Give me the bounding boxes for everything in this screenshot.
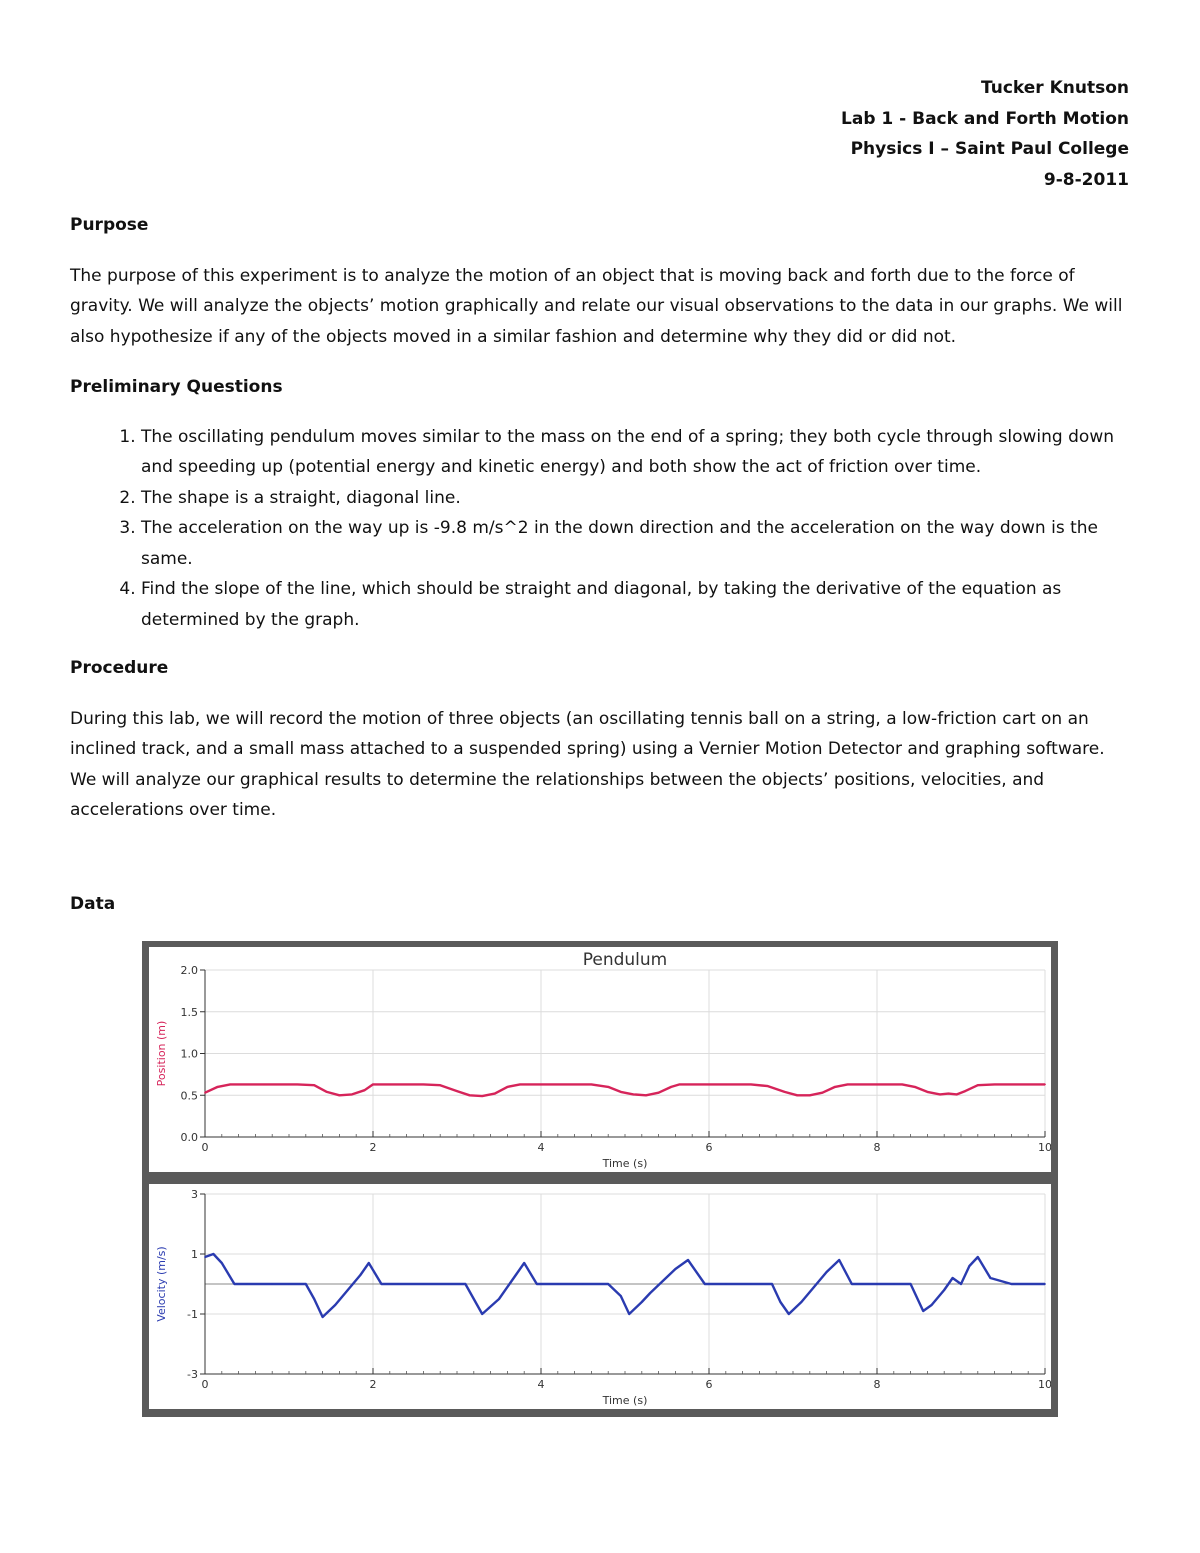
data-point xyxy=(788,1313,790,1315)
data-point xyxy=(204,1092,206,1094)
data-point xyxy=(204,1256,206,1258)
preliminary-heading: Preliminary Questions xyxy=(70,377,283,397)
y-tick-label: -3 xyxy=(187,1368,198,1381)
data-point xyxy=(847,1083,849,1085)
data-point xyxy=(246,1283,248,1285)
data-point xyxy=(675,1268,677,1270)
procedure-text: During this lab, we will record the motion of three objects (an oscillating tennis ball on a string, a low-friction cart on an inclined track, and a small mass attached to a suspended spring) using a Vernier Motion Detector and graphing software. We will analyze our graphical results to determine the relationships between the objects’ positions, velocities, and accelerations over time. xyxy=(70,708,1105,820)
x-tick-label: 10 xyxy=(1038,1141,1051,1154)
x-axis-label: Time (s) xyxy=(602,1157,648,1170)
data-point xyxy=(305,1283,307,1285)
data-point xyxy=(696,1083,698,1085)
data-point xyxy=(498,1298,500,1300)
x-axis-label: Time (s) xyxy=(602,1394,648,1407)
data-point xyxy=(914,1086,916,1088)
data-point xyxy=(456,1090,458,1092)
data-point xyxy=(313,1084,315,1086)
data-point xyxy=(397,1283,399,1285)
data-point xyxy=(910,1283,912,1285)
x-tick-label: 6 xyxy=(705,1141,713,1154)
data-point xyxy=(679,1083,681,1085)
data-point xyxy=(658,1092,660,1094)
data-point xyxy=(263,1083,265,1085)
y-tick-label: 0.0 xyxy=(180,1131,198,1144)
data-point xyxy=(809,1094,811,1096)
data-point xyxy=(633,1094,635,1096)
data-point xyxy=(876,1083,878,1085)
data-point xyxy=(494,1093,496,1095)
data-heading: Data xyxy=(70,894,116,914)
data-point xyxy=(771,1283,773,1285)
data-point xyxy=(964,1090,966,1092)
x-tick-label: 8 xyxy=(873,1378,881,1391)
data-point xyxy=(784,1091,786,1093)
data-point xyxy=(813,1286,815,1288)
data-point xyxy=(931,1304,933,1306)
data-point xyxy=(662,1280,664,1282)
data-point xyxy=(368,1262,370,1264)
data-point xyxy=(582,1283,584,1285)
x-tick-label: 0 xyxy=(201,1378,209,1391)
data-point xyxy=(339,1094,341,1096)
data-point xyxy=(943,1289,945,1291)
y-tick-label: 3 xyxy=(191,1188,198,1201)
data-point xyxy=(977,1084,979,1086)
data-point xyxy=(271,1283,273,1285)
data-point xyxy=(334,1304,336,1306)
data-point xyxy=(469,1094,471,1096)
data-point xyxy=(851,1283,853,1285)
data-point xyxy=(313,1298,315,1300)
data-point xyxy=(570,1083,572,1085)
data-point xyxy=(549,1083,551,1085)
data-point xyxy=(381,1283,383,1285)
data-point xyxy=(822,1092,824,1094)
data-point xyxy=(620,1295,622,1297)
list-item: 2. The shape is a straight, diagonal line. xyxy=(141,483,1132,514)
data-point xyxy=(750,1083,752,1085)
data-point xyxy=(725,1283,727,1285)
data-point xyxy=(591,1083,593,1085)
data-point xyxy=(423,1083,425,1085)
x-tick-label: 10 xyxy=(1038,1378,1051,1391)
data-point xyxy=(288,1283,290,1285)
velocity-chart xyxy=(149,1184,1051,1409)
data-point xyxy=(826,1271,828,1273)
y-axis-label: Velocity (m/s) xyxy=(155,1246,168,1322)
data-point xyxy=(221,1262,223,1264)
data-point xyxy=(439,1084,441,1086)
data-point xyxy=(515,1274,517,1276)
list-item: 3. The acceleration on the way up is -9.8 m/s^2 in the down direction and the acceleration on the way down is the same. xyxy=(141,513,1132,574)
data-point xyxy=(326,1091,328,1093)
x-tick-label: 4 xyxy=(537,1141,545,1154)
graph-window xyxy=(142,941,1058,1417)
data-point xyxy=(922,1310,924,1312)
data-point xyxy=(1011,1283,1013,1285)
data-point xyxy=(519,1083,521,1085)
data-point xyxy=(1027,1083,1029,1085)
data-point xyxy=(217,1086,219,1088)
data-series-line xyxy=(205,1084,1045,1096)
data-point xyxy=(297,1083,299,1085)
data-point xyxy=(952,1277,954,1279)
data-point xyxy=(801,1301,803,1303)
y-tick-label: 1 xyxy=(191,1248,198,1261)
document-header xyxy=(841,73,1129,195)
data-point xyxy=(607,1283,609,1285)
data-point xyxy=(670,1086,672,1088)
data-point xyxy=(687,1259,689,1261)
data-point xyxy=(960,1283,962,1285)
x-tick-label: 2 xyxy=(369,1141,377,1154)
report-date: 9-8-2011 xyxy=(1043,169,1129,190)
data-point xyxy=(704,1283,706,1285)
data-point xyxy=(364,1089,366,1091)
lab-title: Lab 1 - Back and Forth Motion xyxy=(841,108,1129,129)
data-point xyxy=(372,1083,374,1085)
procedure-heading: Procedure xyxy=(70,658,169,678)
data-point xyxy=(536,1283,538,1285)
data-point xyxy=(528,1083,530,1085)
data-point xyxy=(557,1283,559,1285)
data-series-line xyxy=(205,1254,1045,1317)
data-point xyxy=(360,1274,362,1276)
data-point xyxy=(994,1083,996,1085)
x-tick-label: 2 xyxy=(369,1378,377,1391)
data-point xyxy=(423,1283,425,1285)
data-point xyxy=(607,1086,609,1088)
data-point xyxy=(351,1094,353,1096)
list-item: 1. The oscillating pendulum moves similar to the mass on the end of a spring; they both cycle through slowing down and speeding up (potential energy and kinetic energy) and both show the act of friction over time. xyxy=(141,422,1132,483)
data-point xyxy=(645,1094,647,1096)
data-point xyxy=(322,1316,324,1318)
data-point xyxy=(767,1085,769,1087)
preliminary-list xyxy=(70,422,1132,636)
data-point xyxy=(213,1253,215,1255)
list-item: 4. Find the slope of the line, which should be straight and diagonal, by taking the derivative of the equation as determined by the graph. xyxy=(141,574,1132,635)
data-point xyxy=(234,1283,236,1285)
course-name: Physics I – Saint Paul College xyxy=(850,139,1129,159)
position-chart xyxy=(149,947,1051,1172)
y-tick-label: 2.0 xyxy=(180,964,198,977)
data-point xyxy=(838,1259,840,1261)
data-point xyxy=(893,1283,895,1285)
data-point xyxy=(481,1313,483,1315)
data-point xyxy=(649,1292,651,1294)
y-tick-label: 1.0 xyxy=(180,1047,198,1061)
data-point xyxy=(523,1262,525,1264)
x-tick-label: 6 xyxy=(705,1378,713,1391)
data-point xyxy=(796,1094,798,1096)
data-point xyxy=(834,1086,836,1088)
y-tick-label: 0.5 xyxy=(180,1089,198,1103)
data-point xyxy=(448,1283,450,1285)
data-point xyxy=(725,1083,727,1085)
data-point xyxy=(948,1093,950,1095)
data-point xyxy=(868,1283,870,1285)
x-tick-label: 4 xyxy=(537,1378,545,1391)
data-point xyxy=(389,1083,391,1085)
report-body xyxy=(70,210,1132,846)
data-point xyxy=(280,1083,282,1085)
data-point xyxy=(780,1301,782,1303)
data-point xyxy=(481,1095,483,1097)
data-point xyxy=(956,1094,958,1096)
data-point xyxy=(507,1086,509,1088)
data-point xyxy=(969,1265,971,1267)
data-point xyxy=(347,1289,349,1291)
data-point xyxy=(990,1277,992,1279)
data-point xyxy=(1044,1283,1046,1285)
y-axis-label: Position (m) xyxy=(155,1020,168,1087)
data-point xyxy=(1044,1083,1046,1085)
y-tick-label: -1 xyxy=(187,1308,198,1321)
data-point xyxy=(977,1256,979,1258)
purpose-text: The purpose of this experiment is to analyze the motion of an object that is moving back and forth due to the force of gravity. We will analyze the objects’ motion graphically and relate our visual observations to the data in our graphs. We will also hypothesize if any of the objects moved in a similar fashion and determine why they did or did not. xyxy=(70,265,1123,347)
author-name: Tucker Knutson xyxy=(981,78,1129,98)
data-point xyxy=(406,1083,408,1085)
x-tick-label: 0 xyxy=(201,1141,209,1154)
data-point xyxy=(229,1083,231,1085)
data-point xyxy=(939,1094,941,1096)
data-point xyxy=(246,1083,248,1085)
position-graph-panel xyxy=(149,947,1051,1172)
data-point xyxy=(628,1313,630,1315)
velocity-graph-panel xyxy=(149,1184,1051,1409)
data-point xyxy=(641,1301,643,1303)
data-point xyxy=(927,1091,929,1093)
y-tick-label: 1.5 xyxy=(180,1005,198,1019)
purpose-heading: Purpose xyxy=(70,215,149,235)
data-point xyxy=(750,1283,752,1285)
data-point xyxy=(465,1283,467,1285)
data-point xyxy=(620,1091,622,1093)
x-tick-label: 8 xyxy=(873,1141,881,1154)
chart-title: Pendulum xyxy=(582,950,668,970)
data-point xyxy=(901,1083,903,1085)
